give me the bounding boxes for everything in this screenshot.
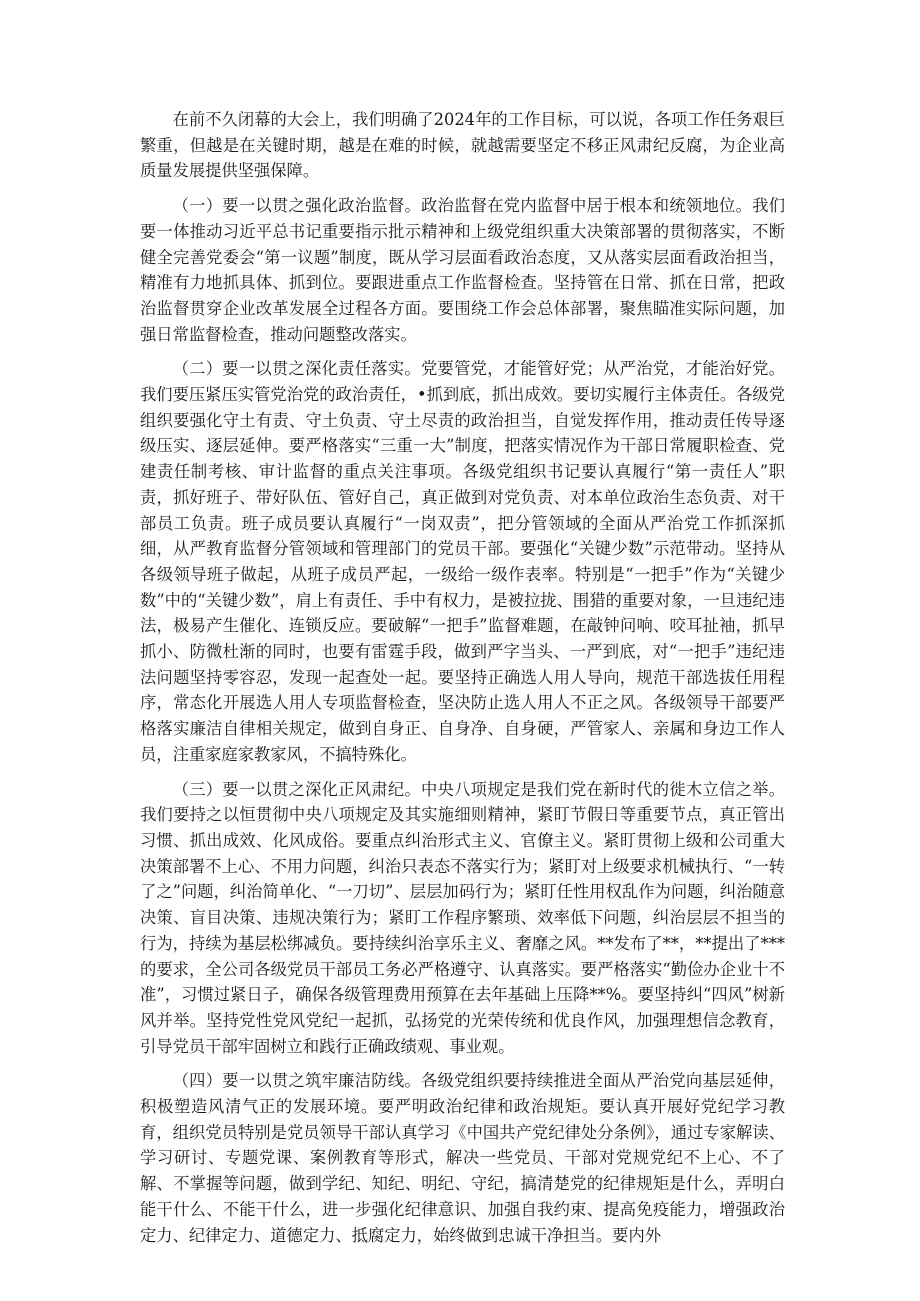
paragraph-discipline: （三）要一以贯之深化正风肃纪。中央八项规定是我们党在新时代的徙木立信之举。我们要持之以恒贯彻中央八项规定及其实施细则精神，紧盯节假日等重要节点，真正管出习惯、抓出成效、化风成俗。要重点纠治形式主义、官僚主义。紧盯贯彻上级和公司重大决策部署不上心、不用力问题，纠治只表态不落实行为；紧盯对上级要求机械执行、“一转了之”问题，纠治简单化、“一刀切”、层层加码行为；紧盯任性用权乱作为问题，纠治随意决策、盲目决策、违规决策行为；紧盯工作程序繁琐、效率低下问题，纠治层层不担当的行为，持续为基层松绑减负。要持续纠治享乐主义、奢靡之风。**发布了**，**提出了***的要求，全公司各级党员干部员工务必严格遵守、认真落实。要严格落实“勤俭办企业十不准”，习惯过紧日子，确保各级管理费用预算在去年基础上压降**%。要坚持纠“四风”树新风并举。坚持党性党风党纪一起抓，弘扬党的光荣传统和优良作风，加强理想信念教育，引导党员干部牢固树立和践行正确政绩观、事业观。 [140,779,785,1056]
paragraph-intro: 在前不久闭幕的大会上，我们明确了2024年的工作目标，可以说，各项工作任务艰巨繁重，但越是在关键时期，越是在难的时候，就越需要坚定不移正风肃纪反腐，为企业高质量发展提供坚强保障。 [140,110,785,181]
document-body [140,107,785,1257]
paragraph-integrity: （四）要一以贯之筑牢廉洁防线。各级党组织要持续推进全面从严治党向基层延伸，积极塑造风清气正的发展环境。要严明政治纪律和政治规矩。要认真开展好党纪学习教育，组织党员特别是党员领导干部认真学习《中国共产党纪律处分条例》，通过专家解读、学习研讨、专题党课、案例教育等形式，解决一些党员、干部对党规党纪不上心、不了解、不掌握等问题，做到学纪、知纪、明纪、守纪，搞清楚党的纪律规矩是什么，弄明白能干什么、不能干什么，进一步强化纪律意识、加强自我约束、提高免疫能力，增强政治定力、纪律定力、道德定力、抵腐定力，始终做到忠诚干净担当。要内外 [140,1071,785,1245]
paragraph-responsibility: （二）要一以贯之深化责任落实。党要管党，才能管好党；从严治党，才能治好党。我们要压紧压实管党治党的政治责任，•抓到底，抓出成效。要切实履行主体责任。各级党组织要强化守土有责、守土负责、守土尽责的政治担当，自觉发挥作用，推动责任传导逐级压实、逐层延伸。要严格落实“三重一大”制度，把落实情况作为干部日常履职检查、党建责任制考核、审计监督的重点关注事项。各级党组织书记要认真履行“第一责任人”职责，抓好班子、带好队伍、管好自己，真正做到对党负责、对本单位政治生态负责、对干部员工负责。班子成员要认真履行“一岗双责”，把分管领域的全面从严治党工作抓深抓细，从严教育监督分管领域和管理部门的党员干部。要强化“关键少数”示范带动。坚持从各级领导班子做起，从班子成员严起，一级给一级作表率。特别是“一把手”作为“关键少数”中的“关键少数”，肩上有责任、手中有权力，是被拉拢、围猎的重要对象，一旦违纪违法，极易产生催化、连锁反应。要破解“一把手”监督难题，在敲钟问响、咬耳扯袖，抓早抓小、防微杜渐的同时，也要有雷霆手段，做到严字当头、一严到底，对“一把手”违纪违法问题坚持零容忍，发现一起查处一起。要坚持正确选人用人导向，规范干部选拔任用程序，常态化开展选人用人专项监督检查，坚决防止选人用人不正之风。各级领导干部要严格落实廉洁自律相关规定，做到自身正、自身净、自身硬，严管家人、亲属和身边工作人员，注重家庭家教家风，不搞特殊化。 [140,359,785,764]
paragraph-political-supervision: （一）要一以贯之强化政治监督。政治监督在党内监督中居于根本和统领地位。我们要一体推动习近平总书记重要指示批示精神和上级党组织重大决策部署的贯彻落实，不断健全完善党委会“第一议题”制度，既从学习层面看政治态度，又从落实层面看政治担当，精准有力地抓具体、抓到位。要跟进重点工作监督检查。坚持管在日常、抓在日常，把政治监督贯穿企业改革发展全过程各方面。要围绕工作会总体部署，聚焦瞄准实际问题，加强日常监督检查，推动问题整改落实。 [140,196,785,344]
